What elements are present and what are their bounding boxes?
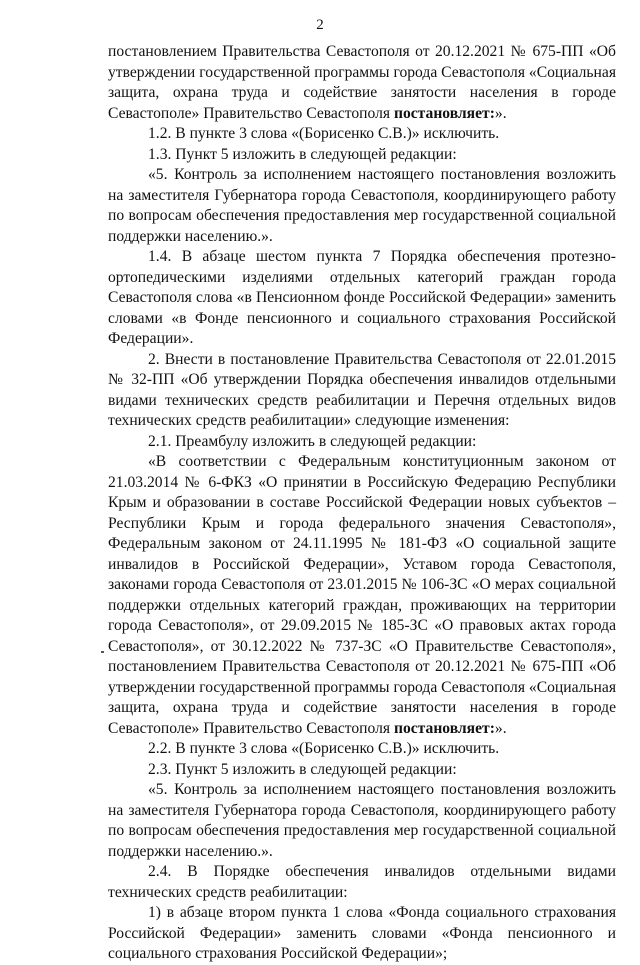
paragraph-2-3-quote: «5. Контроль за исполнением настоящего постановления возложить на заместителя Губернатора города Севастополя, координирующего работу по вопросам обеспечения предоставления мер государственной социальной поддержки населению.».: [108, 781, 616, 860]
paragraph-preamble-end-1: постановлением Правительства Севастополя от 20.12.2021 № 675-ПП «Об утверждении государственной программы города Севастополя «Социальная защита, охрана труда и содействие занятости населения в городе Севастополе» Правительство Севастополя постановляет:».: [108, 43, 616, 122]
paragraph-1-4: 1.4. В абзаце шестом пункта 7 Порядка обеспечения протезно-ортопедическими изделиями отдельных категорий граждан города Севастополя слова «в Пенсионном фонде Российской Федерации» заменить словами «в Фонде пенсионного и социального страхования Российской Федерации».: [108, 248, 616, 347]
page-number: 2: [316, 17, 324, 33]
paragraph-2-1-quote: «В соответствии с Федеральным конституционным законом от 21.03.2014 № 6-ФКЗ «О принятии в Российскую Федерацию Республики Крым и образовании в составе Российской Федерации новых субъектов – Республики Крым и города федерального значения Севастополя», Федеральным законом от 24.11.1995 № 181-ФЗ «О социальной защите инвалидов в Российской Федерации», Уставом города Севастополя, законами города Севастополя от 23.01.2015 № 106-ЗС «О мерах социальной поддержки отдельных категорий граждан, проживающих на территории города Севастополя», от 29.09.2015 № 185-ЗС «О правовых актах города Севастополя», от 30.12.2022 № 737-ЗС «О Правительстве Севастополя», постановлением Правительства Севастополя от 20.12.2021 № 675-ПП «Об утверждении государственной программы города Севастополя «Социальная защита, охрана труда и содействие занятости населения в городе Севастополе» Правительство Севастополя постановляет:».: [108, 453, 616, 737]
document-body: [108, 42, 616, 965]
paragraph-1-2: 1.2. В пункте 3 слова «(Борисенко С.В.)» исключить.: [148, 125, 500, 142]
paragraph-2: 2. Внести в постановление Правительства Севастополя от 22.01.2015 № 32-ПП «Об утверждении Порядка обеспечения инвалидов отдельными видами технических средств реабилитации и Перечня отдельных видов технических средств реабилитации» следующие изменения:: [108, 350, 616, 429]
paragraph-2-1: 2.1. Преамбулу изложить в следующей редакции:: [148, 432, 477, 450]
margin-mark: [101, 651, 104, 653]
paragraph-2-3: 2.3. Пункт 5 изложить в следующей редакции:: [148, 760, 457, 778]
paragraph-2-4: 2.4. В Порядке обеспечения инвалидов отдельными видами технических средств реабилитации:: [108, 863, 616, 901]
paragraph-2-4-item-1: 1) в абзаце втором пункта 1 слова «Фонда социального страхования Российской Федерации» заменить словами «Фонда пенсионного и социального страхования Российской Федерации»;: [108, 904, 616, 962]
paragraph-2-2: 2.2. В пункте 3 слова «(Борисенко С.В.)» исключить.: [148, 740, 500, 757]
paragraph-1-3: 1.3. Пункт 5 изложить в следующей редакции:: [148, 145, 457, 163]
paragraph-1-3-quote: «5. Контроль за исполнением настоящего постановления возложить на заместителя Губернатора города Севастополя, координирующего работу по вопросам обеспечения предоставления мер государственной социальной поддержки населению.».: [108, 166, 616, 245]
